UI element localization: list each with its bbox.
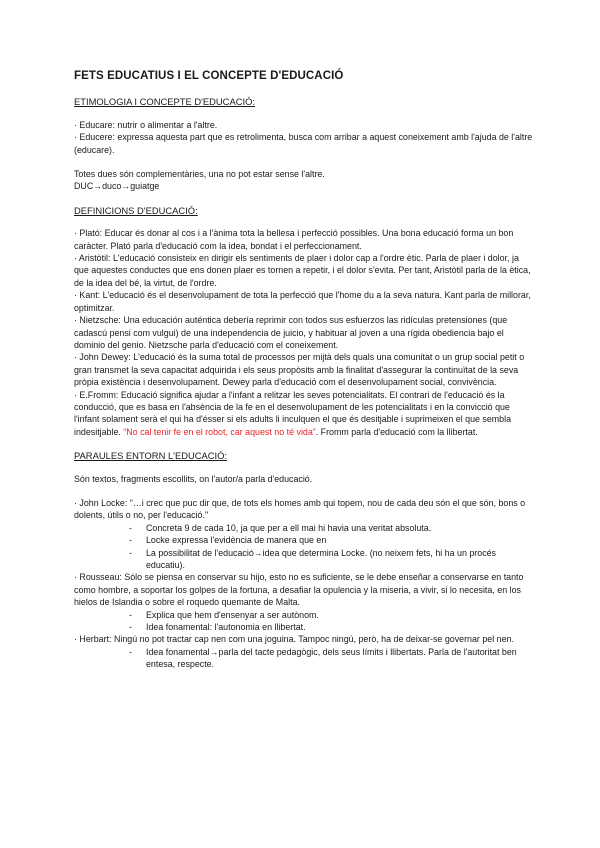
- dash-bullet: -: [129, 547, 132, 558]
- paragraph-kant: · Kant: L'educació és el desenvolupament de tota la perfecció que l'home du a la seva natura. Kant parla de millorar, optimitzar.: [74, 290, 531, 313]
- fromm-highlight-quote: “No cal tenir fe en el robot, car aquest no té vida”: [123, 426, 316, 437]
- paragraph-intro: Són textos, fragments escollits, on l'autor/a parla d'educació.: [74, 473, 313, 484]
- paragraph-dewey: · John Dewey: L'educació és la suma total de processos per mijtà dels quals una comunitat o un grup social petit o gran transmet la seva capacitat adquirida i els seus propòsits amb la finalitat d'assegurar la continuïtat de la seva pròpia existència i desenvolupament. Dewey parla d'educació com el desenvolupament social, convivència.: [74, 352, 525, 388]
- paragraph-plato: · Plató: Educar és donar al cos i a l'ànima tota la bellesa i perfecció possibles. Una bona educació forma un bon caràcter. Plató parla d'educació com la idea, bondat i el perfeccionament.: [74, 228, 514, 251]
- fromm-conclusion: . Fromm parla d'educació com la llibertat.: [315, 426, 478, 437]
- paragraph-duc: DUC→duco→guiatge: [74, 181, 160, 192]
- list-item: [74, 621, 534, 633]
- paragraph-educare: · Educare: nutrir o alimentar a l'altre.: [74, 119, 218, 130]
- dash-bullet: -: [129, 622, 132, 633]
- list-item-text: La possibilitat de l'educació→idea que determina Locke. (no neixem fets, hi ha un procés educatiu).: [146, 547, 496, 570]
- paragraph-nietzsche: · Nietzsche: Una educación auténtica debería reprimir con todos sus esfuerzos las ridículas pretensiones (que cadascú pensi com vulgui) de una independencia de juicio, y habituar al joven a una rígida obediencia bajo el dominio del genio. Nietzsche parla d'educació com el coneixement.: [74, 315, 508, 350]
- list-item: [74, 547, 534, 572]
- list-item: [74, 522, 534, 534]
- document-title: FETS EDUCATIUS I EL CONCEPTE D'EDUCACIÓ: [74, 70, 344, 82]
- list-item: [74, 646, 534, 671]
- paragraph-fromm: [74, 389, 534, 439]
- list-item-text: Locke expressa l'evidència de manera que en: [146, 535, 327, 546]
- list-item-text: Explica que hem d'ensenyar a ser autònom.: [146, 609, 319, 620]
- document-page: [74, 70, 534, 671]
- paragraph-rousseau: · Rousseau: Sólo se piensa en conservar su hijo, esto no es suficiente, se le debe enseñar a conservarse en tanto como hombre, a soportar los golpes de la fortuna, a desafiar la opulencia y la miseria, a vivir, si lo necesita, en los hielos de Islandia o sobre el roquedo quemante de Malta.: [74, 572, 524, 608]
- paragraph-herbart: · Herbart: Ningú no pot tractar cap nen com una joguina. Tampoc ningú, però, ha de deixar-se governar pel nen.: [74, 634, 514, 645]
- list-item: [74, 609, 534, 621]
- list-item: [74, 534, 534, 546]
- section-heading-paraules: PARAULES ENTORN L'EDUCACIÓ:: [74, 450, 228, 462]
- section-heading-etimologia: ETIMOLOGIA I CONCEPTE D'EDUCACIÓ:: [74, 96, 255, 108]
- paragraph-educere: · Educere: expressa aquesta part que es retrolimenta, busca com arribar a aquest coneixement amb l'ajuda de l'altre (educare).: [74, 132, 533, 155]
- fromm-text: · E.Fromm: Educació significa ajudar a l'infant a relitzar les seves potencialitats. El contrari de l'educació és la conducció, que es basa en l'absència de la fe en el desenvolupament de les potencialitats i en la convicció que l'infant solament serà el qui ha d'ésser si els adults li inculquen el que és desitjable i suprimeixen el que sembla indesitjable.: [74, 389, 512, 437]
- dash-bullet: -: [129, 646, 132, 657]
- paragraph-complementaries: Totes dues són complementàries, una no pot estar sense l'altre.: [74, 169, 325, 180]
- list-item-text: Concreta 9 de cada 10, ja que per a ell mai hi havia una veritat absoluta.: [146, 522, 432, 533]
- list-item-text: Idea fonamental→parla del tacte pedagògic, dels seus límits i llibertats. Parla de l'autoritat ben entesa, respecte.: [146, 646, 517, 670]
- section-heading-definicions: DEFINICIONS D'EDUCACIÓ:: [74, 204, 198, 216]
- list-item-text: Idea fonamental: l'autonomia en llibertat.: [146, 622, 306, 633]
- paragraph-aristotil: · Aristòtil: L'educació consisteix en dirigir els sentiments de plaer i dolor cap a l'ordre ètic. Parla de plaer i dolor, ja que aquestes conductes que ens donen plaer es tornen a repetir, i el dolor s'evita. Per tant, Aristòtil parla de la ètica, de la idea del bé, la virtut, de l'ordre.: [74, 253, 531, 288]
- dash-bullet: -: [129, 522, 132, 533]
- dash-bullet: -: [129, 609, 132, 620]
- dash-bullet: -: [129, 535, 132, 546]
- paragraph-locke: · John Locke: "…i crec que puc dir que, de tots els homes amb qui topem, nou de cada deu són el que són, bons o dolents, útils o no, per l'educació.": [74, 497, 526, 521]
